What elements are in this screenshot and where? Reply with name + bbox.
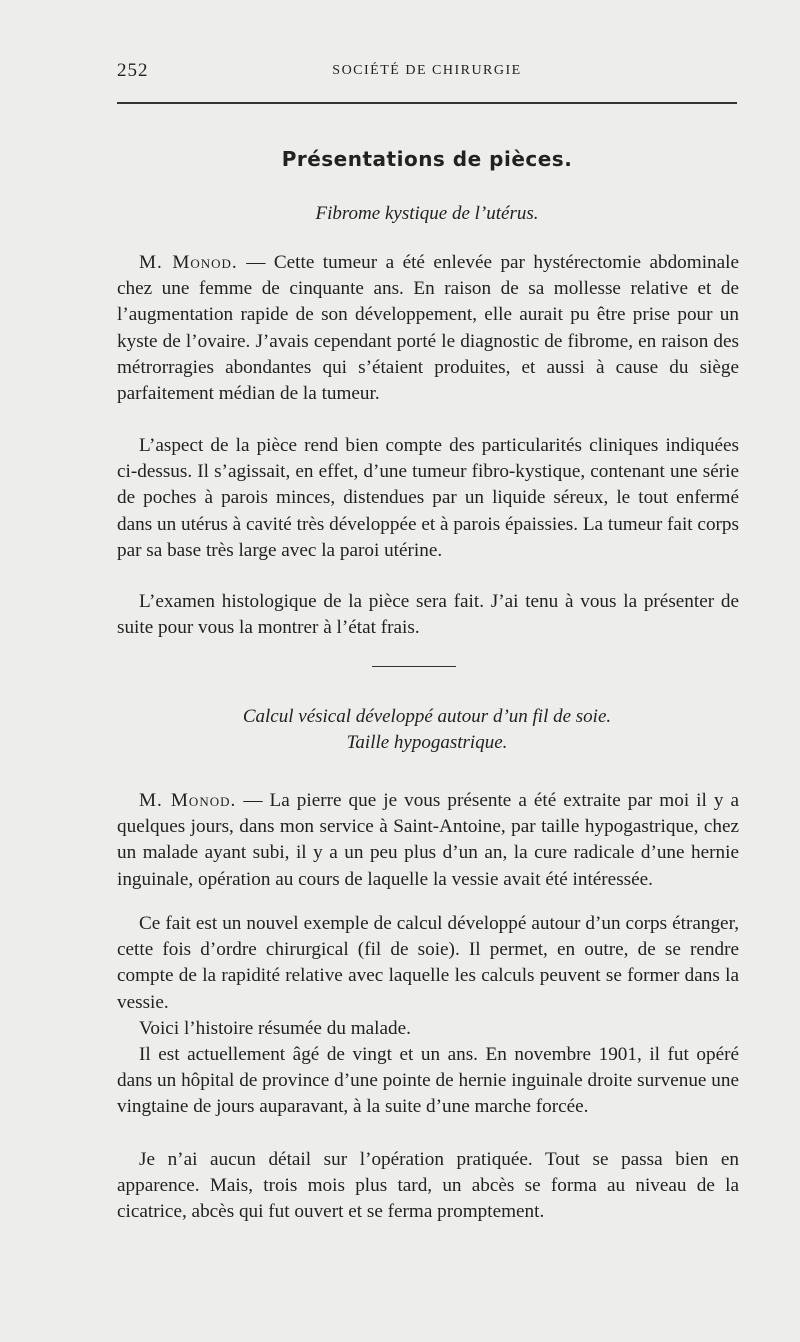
page-number: 252 (117, 60, 149, 81)
article-title-fibrome: Fibrome kystique de l’utérus. (315, 203, 539, 224)
article1-paragraph-2: L’aspect de la pièce rend bien compte des particularités cliniques indiquées ci-dessus. Il s’agissait, en effet, d’une tumeur fibro-kystique, contenant une série de poches à parois minces, distendues par un liquide séreux, le tout enfermé dans un utérus à cavité très développée et à parois épaissies. La tumeur fait corps par sa base très large avec la paroi utérine. (117, 435, 739, 561)
article2-paragraph-4: Il est actuellement âgé de vingt et un ans. En novembre 1901, il fut opéré dans un hôpital de province d’une pointe de hernie inguinale droite survenue une vingtaine de jours auparavant, à la suite d’une marche forcée. (117, 1044, 739, 1118)
section-title: Présentations de pièces. (281, 147, 573, 171)
article-title-calcul (117, 704, 737, 756)
article1-paragraph-1 (117, 250, 739, 407)
speaker-name: M. Monod. (139, 790, 237, 811)
paragraph-text: — La pierre que je vous présente a été extraite par moi il y a quelques jours, dans mon service à Saint-Antoine, par taille hypogastrique, chez un malade ayant subi, il y a un peu plus d’un an, la cure radicale d’une hernie inguinale, opération au cours de laquelle la vessie avait été intéressée. (117, 790, 739, 890)
section-divider (372, 666, 456, 667)
paragraph-text: — Cette tumeur a été enlevée par hystérectomie abdominale chez une femme de cinquante ans. En raison de sa mollesse relative et de l’augmentation rapide de son développement, elle aurait pu être prise pour un kyste de l’ovaire. J’avais cependant porté le diagnostic de fibrome, en raison des métrorragies abondantes qui s’étaient produites, et aussi à cause du siège parfaitement médian de la tumeur. (117, 252, 739, 405)
article2-paragraph-1 (117, 788, 739, 893)
article2-paragraph-3: Voici l’histoire résumée du malade. (139, 1018, 411, 1039)
speaker-name: M. Monod. (139, 252, 238, 273)
article-title-line-1: Calcul vésical développé autour d’un fil de soie. (242, 706, 612, 727)
article2-paragraph-5: Je n’ai aucun détail sur l’opération pratiquée. Tout se passa bien en apparence. Mais, trois mois plus tard, un abcès se forma au niveau de la cicatrice, abcès qui fut ouvert et se ferma promptement. (117, 1149, 739, 1223)
header-rule (117, 102, 737, 104)
article-title-line-2: Taille hypogastrique. (346, 732, 508, 753)
running-head: SOCIÉTÉ DE CHIRURGIE (332, 63, 522, 78)
page-header (117, 60, 737, 88)
article2-paragraph-2: Ce fait est un nouvel exemple de calcul développé autour d’un corps étranger, cette fois d’ordre chirurgical (fil de soie). Il permet, en outre, de se rendre compte de la rapidité relative avec laquelle les calculs peuvent se former dans la vessie. (117, 913, 739, 1013)
article1-paragraph-3: L’examen histologique de la pièce sera fait. J’ai tenu à vous la présenter de suite pour vous la montrer à l’état frais. (117, 591, 739, 639)
